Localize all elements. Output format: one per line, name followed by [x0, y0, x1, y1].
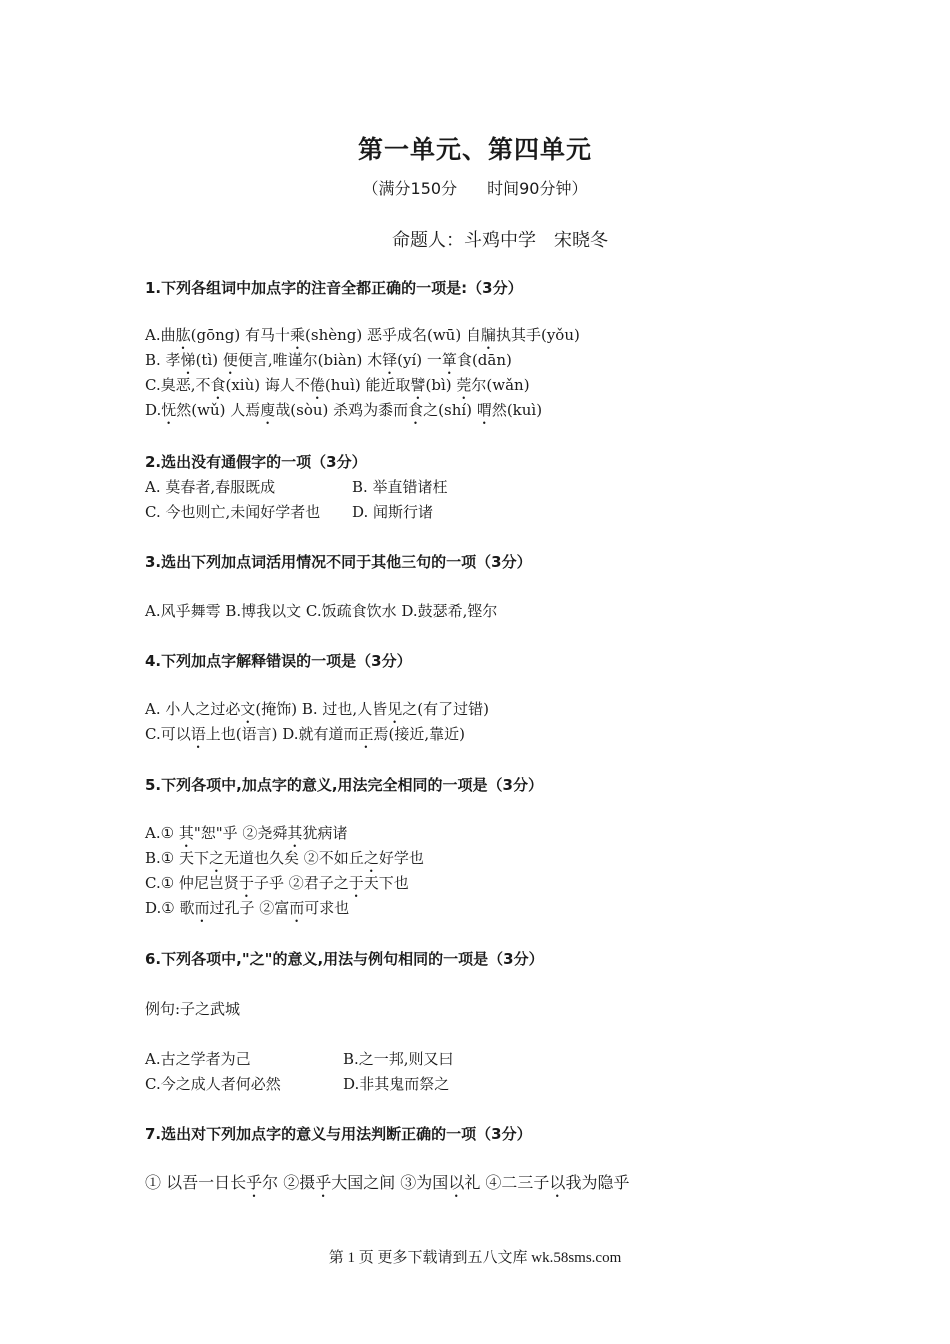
question-7-stem: 7.选出对下列加点字的意义与用法判断正确的一项（3分）	[145, 1125, 532, 1143]
q6-option-c: C.今之成人者何必然	[145, 1075, 281, 1093]
q6-option-b: B.之一邦,则又曰	[343, 1050, 454, 1068]
question-6-stem: 6.下列各项中,"之"的意义,用法与例句相同的一项是（3分）	[145, 950, 544, 968]
q6-option-d: D.非其鬼而祭之	[343, 1075, 450, 1093]
page-footer: 第 1 页 更多下载请到五八文库 wk.58sms.com	[328, 1250, 622, 1266]
q2-option-a: A. 莫春者,春服既成	[145, 478, 276, 496]
exam-info	[0, 176, 950, 199]
q5-option-a: A.① 其"恕"乎 ②尧舜其犹病诸	[145, 824, 348, 842]
q1-option-c: C.臭恶,不食(xiù) 诲人不倦(huì) 能近取譬(bì) 莞尔(wǎn)	[145, 376, 530, 394]
q4-options-ab: A. 小人之过必文(掩饰) B. 过也,人皆见之(有了过错)	[145, 700, 489, 718]
score-info: （满分150分	[362, 179, 458, 198]
question-2-stem: 2.选出没有通假字的一项（3分）	[145, 453, 367, 471]
q1-option-b: B. 孝悌(tì) 便便言,唯谨尔(biàn) 木铎(yí) 一箪食(dān)	[145, 351, 512, 369]
q2-option-d: D. 闻斯行诸	[352, 503, 434, 521]
q4-options-cd: C.可以语上也(语言) D.就有道而正焉(接近,靠近)	[145, 725, 465, 743]
q6-option-a: A.古之学者为己	[145, 1050, 251, 1068]
q5-option-d: D.① 歌而过孔子 ②富而可求也	[145, 899, 350, 917]
time-info: 时间90分钟）	[487, 179, 588, 198]
q1-option-d: D.怃然(wǔ) 人焉廋哉(sòu) 杀鸡为黍而食之(shí) 喟然(kuì)	[145, 401, 543, 419]
question-5-stem: 5.下列各项中,加点字的意义,用法完全相同的一项是（3分）	[145, 776, 543, 794]
q5-option-b: B.① 天下之无道也久矣 ②不如丘之好学也	[145, 849, 424, 867]
q5-option-c: C.① 仲尼岂贤于子乎 ②君子之于天下也	[145, 874, 409, 892]
q6-example: 例句:子之武城	[145, 1000, 241, 1018]
author-line: 命题人：斗鸡中学 宋晓冬	[392, 230, 608, 251]
q1-option-a: A.曲肱(gōng) 有马十乘(shèng) 恶乎成名(wū) 自牖执其手(yǒu)	[145, 326, 580, 344]
question-4-stem: 4.下列加点字解释错误的一项是（3分）	[145, 652, 412, 670]
question-3-stem: 3.选出下列加点词活用情况不同于其他三句的一项（3分）	[145, 553, 532, 571]
q2-option-b: B. 举直错诸枉	[352, 478, 448, 496]
q3-options: A.风乎舞雩 B.博我以文 C.饭疏食饮水 D.鼓瑟希,铿尔	[145, 602, 498, 620]
page-title: 第一单元、第四单元	[357, 135, 592, 164]
question-1-stem: 1.下列各组词中加点字的注音全都正确的一项是:（3分）	[145, 279, 523, 297]
q7-items: ① 以吾一日长乎尔 ②摄乎大国之间 ③为国以礼 ④二三子以我为隐乎	[145, 1173, 630, 1192]
q2-option-c: C. 今也则亡,未闻好学者也	[145, 503, 321, 521]
